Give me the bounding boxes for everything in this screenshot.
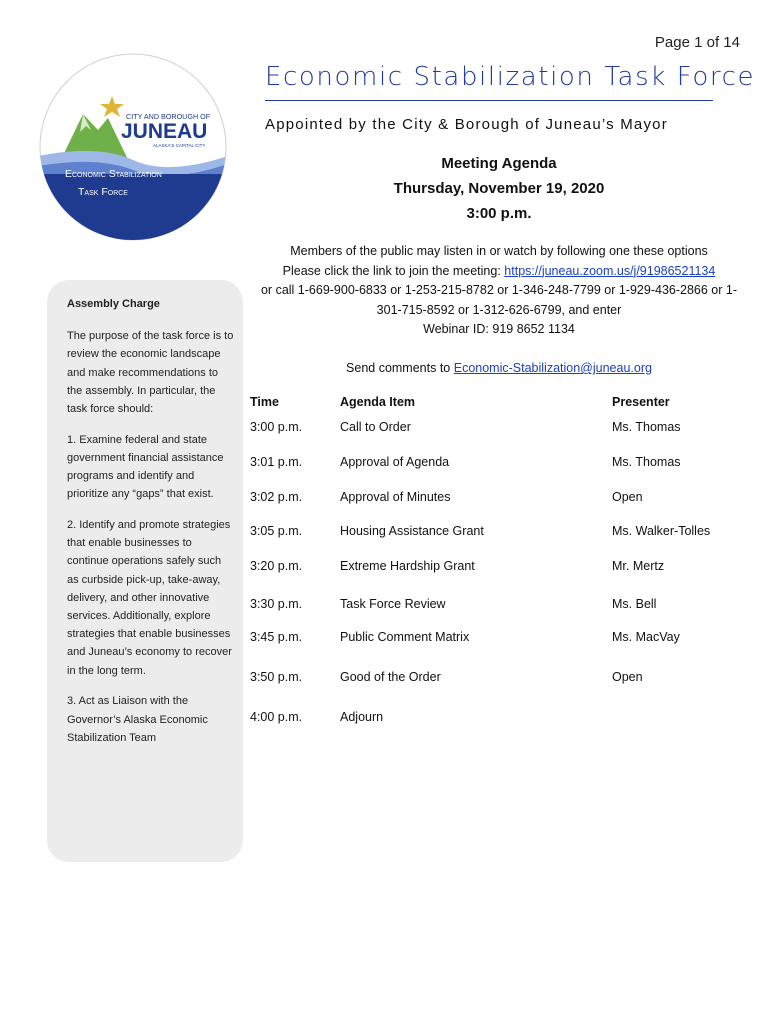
row-presenter: Ms. Bell bbox=[612, 597, 657, 611]
row-time: 3:02 p.m. bbox=[250, 490, 303, 504]
svg-text:CITY AND BOROUGH OF: CITY AND BOROUGH OF bbox=[126, 112, 211, 121]
comments-email-link[interactable]: Economic-Stabilization@juneau.org bbox=[453, 361, 652, 375]
comments-prefix: Send comments to bbox=[346, 361, 454, 375]
phone-numbers-line: 301-715-8592 or 1-312-626-6799, and enter bbox=[376, 302, 622, 317]
meeting-date: Thursday, November 19, 2020 bbox=[393, 180, 605, 197]
row-item: Approval of Minutes bbox=[340, 490, 451, 504]
row-presenter: Ms. Thomas bbox=[612, 420, 681, 434]
row-presenter: Ms. Thomas bbox=[612, 455, 681, 469]
webinar-id: Webinar ID: 919 8652 1134 bbox=[423, 322, 575, 336]
page-number: Page 1 of 14 bbox=[654, 34, 740, 51]
row-time: 4:00 p.m. bbox=[250, 710, 303, 724]
row-presenter: Open bbox=[612, 490, 643, 504]
sidebar-item-3: 3. Act as Liaison with the Governor’s Alaska Economic Stabilization Team bbox=[67, 695, 208, 744]
public-info-prefix: Please click the link to join the meeting: bbox=[282, 263, 505, 278]
document-subtitle: Appointed by the City & Borough of Juneau’s Mayor bbox=[265, 116, 668, 133]
title-underline bbox=[265, 100, 713, 101]
row-time: 3:45 p.m. bbox=[250, 630, 303, 644]
phone-numbers-line: or call 1-669-900-6833 or 1-253-215-8782 or 1-346-248-7799 or 1-929-436-2866 or 1- bbox=[260, 283, 737, 297]
svg-text:ALASKA'S CAPITAL CITY: ALASKA'S CAPITAL CITY bbox=[153, 143, 206, 148]
row-presenter: Ms. Walker-Tolles bbox=[612, 524, 711, 538]
row-presenter: Mr. Mertz bbox=[612, 559, 665, 573]
comments-line bbox=[250, 361, 748, 375]
column-header-time: Time bbox=[250, 395, 279, 409]
zoom-meeting-link[interactable]: https://juneau.zoom.us/j/91986521134 bbox=[504, 263, 716, 278]
public-info-line bbox=[250, 262, 748, 282]
row-presenter: Ms. MacVay bbox=[612, 630, 680, 644]
row-item: Task Force Review bbox=[340, 597, 446, 611]
meeting-time: 3:00 p.m. bbox=[466, 205, 532, 222]
column-header-presenter: Presenter bbox=[612, 395, 670, 409]
row-presenter: Open bbox=[612, 670, 643, 684]
sidebar-item-1: 1. Examine federal and state government financial assistance programs and identify and prioritize any “gaps” that exist. bbox=[67, 433, 224, 501]
row-item: Extreme Hardship Grant bbox=[340, 559, 475, 573]
column-header-item: Agenda Item bbox=[340, 395, 416, 409]
row-time: 3:01 p.m. bbox=[250, 455, 303, 469]
juneau-task-force-logo bbox=[38, 52, 228, 242]
row-item: Public Comment Matrix bbox=[340, 630, 470, 644]
row-time: 3:30 p.m. bbox=[250, 597, 303, 611]
svg-text:Economic Stabilization: Economic Stabilization bbox=[65, 168, 162, 180]
assembly-charge-content bbox=[67, 295, 235, 759]
svg-text:JUNEAU: JUNEAU bbox=[121, 120, 208, 143]
row-item: Approval of Agenda bbox=[340, 455, 450, 469]
row-item: Call to Order bbox=[340, 420, 411, 434]
public-info-line: Members of the public may listen in or watch by following one these options bbox=[290, 244, 708, 258]
row-item: Adjourn bbox=[340, 710, 384, 724]
document-title: Economic Stabilization Task Force bbox=[265, 62, 756, 92]
sidebar-title: Assembly Charge bbox=[67, 298, 160, 310]
row-time: 3:20 p.m. bbox=[250, 559, 303, 573]
row-item: Housing Assistance Grant bbox=[340, 524, 484, 538]
row-time: 3:50 p.m. bbox=[250, 670, 303, 684]
svg-text:Task Force: Task Force bbox=[78, 186, 128, 198]
row-time: 3:00 p.m. bbox=[250, 420, 303, 434]
row-item: Good of the Order bbox=[340, 670, 441, 684]
public-access-info bbox=[250, 242, 748, 340]
agenda-heading: Meeting Agenda bbox=[441, 155, 557, 172]
sidebar-intro: The purpose of the task force is to review the economic landscape and make recommendations to the assembly. In particular, the task force should: bbox=[67, 330, 234, 416]
row-time: 3:05 p.m. bbox=[250, 524, 303, 538]
sidebar-item-2: 2. Identify and promote strategies that enable businesses to continue operations safely such as curbside pick-up, take-away, delivery, and other innovative services. Additionally, explore strategies that enable businesses and Juneau’s economy to recover in the long term. bbox=[67, 519, 232, 677]
